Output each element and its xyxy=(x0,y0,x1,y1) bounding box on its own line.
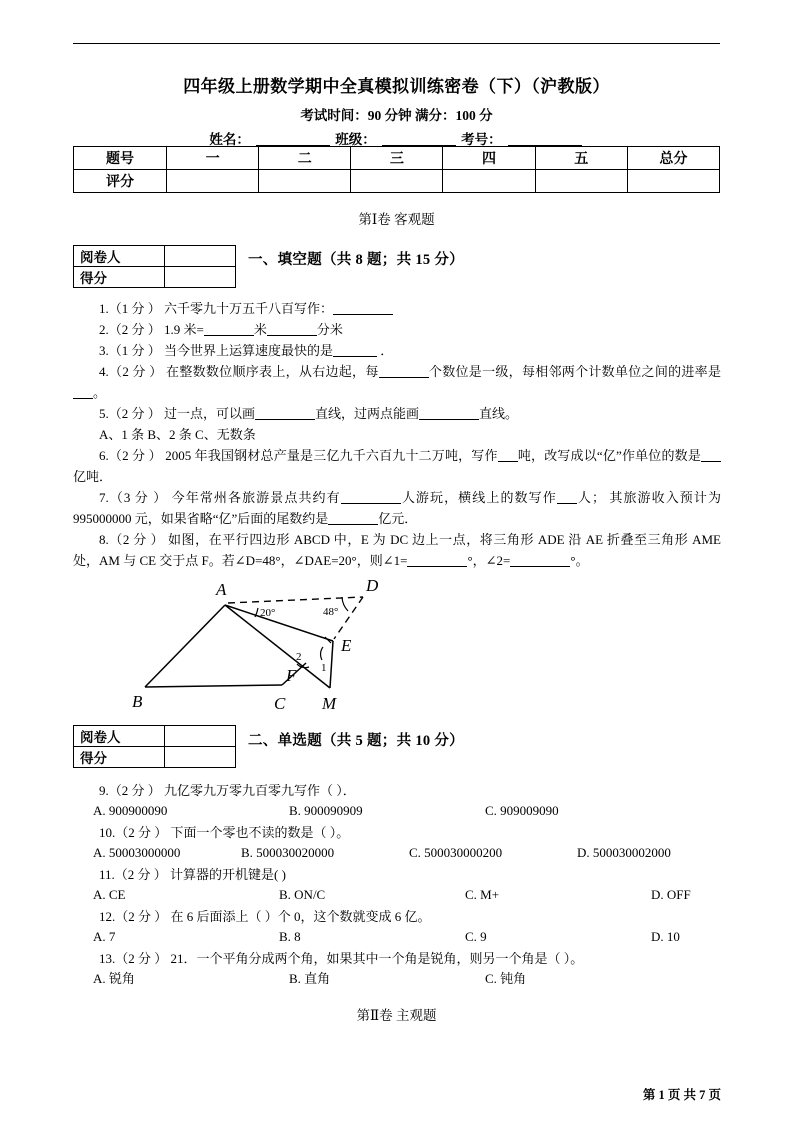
question-9 xyxy=(73,780,721,801)
page-footer: 第 1 页 共 7 页 xyxy=(642,1088,721,1102)
question-12-text: 在 6 后面添上（ ）个 0，这个数就变成 6 亿。 xyxy=(170,909,431,924)
question-13 xyxy=(73,948,721,969)
question-5-text-b: 直线，过两点能画 xyxy=(315,406,420,421)
question-8-answer-blank-1[interactable] xyxy=(407,554,467,567)
question-10-text: 下面一个零也不读的数是（ ）。 xyxy=(170,825,350,840)
question-7-text-c: 人； 其旅游收入预计为 995000000 元，如果省略“亿”后面的尾数约是 xyxy=(73,490,721,526)
question-9-text: 九亿零九万零九百零九写作（ ）． xyxy=(164,783,356,798)
question-3 xyxy=(73,340,721,361)
question-4-text-b: 个数位是一级，每相邻两个计数单位之间的进率是 xyxy=(428,364,721,379)
question-4-answer-blank-1[interactable] xyxy=(379,365,429,378)
question-4-points: （2 分 ） xyxy=(108,364,163,379)
score-cell-2[interactable] xyxy=(351,170,443,193)
question-7-answer-blank-1[interactable] xyxy=(341,491,401,504)
question-13-options xyxy=(93,969,741,989)
exam-no-field[interactable] xyxy=(508,132,582,146)
question-5-answer-blank-2[interactable] xyxy=(419,407,479,420)
question-3-answer-blank[interactable] xyxy=(333,344,377,357)
question-8-text-b: °，∠2= xyxy=(467,553,511,568)
name-field[interactable] xyxy=(256,132,330,146)
question-12-option-d[interactable]: D. 10 xyxy=(651,929,680,944)
question-13-points: （2 分 ） xyxy=(115,951,168,966)
score-table-row-label-1: 评分 xyxy=(74,170,167,193)
class-field[interactable] xyxy=(382,132,456,146)
question-5-answer-blank-1[interactable] xyxy=(255,407,315,420)
score-cell-5[interactable] xyxy=(627,170,719,193)
question-12-option-c[interactable]: C. 9 xyxy=(465,929,487,944)
question-11-points: （2 分 ） xyxy=(114,867,167,882)
question-2-answer-blank-1[interactable] xyxy=(204,323,254,336)
question-9-option-a[interactable]: A. 900900090 xyxy=(93,803,168,818)
question-4-text-c: 。 xyxy=(93,385,107,400)
question-9-option-b[interactable]: B. 900090909 xyxy=(289,803,363,818)
question-7-number: 7. xyxy=(99,490,109,505)
question-5-text-a: 过一点，可以画 xyxy=(164,406,256,421)
question-6 xyxy=(73,445,721,487)
figure-angle-1: 1 xyxy=(321,662,327,674)
question-4-answer-blank-2[interactable] xyxy=(73,386,93,399)
score-cell-4[interactable] xyxy=(535,170,627,193)
question-10 xyxy=(73,822,721,843)
figure-angle-2: 2 xyxy=(296,651,302,663)
question-2-text-b: 米 xyxy=(253,322,267,337)
question-1 xyxy=(73,298,721,319)
table-row xyxy=(74,267,236,288)
question-5-options xyxy=(73,424,721,445)
figure-angle-d: 48° xyxy=(323,606,339,618)
question-8-answer-blank-2[interactable] xyxy=(510,554,570,567)
question-7-text-a: 今年常州各旅游景点共约有 xyxy=(171,490,341,505)
question-2-text-a: 1.9 米= xyxy=(164,322,204,337)
question-13-option-a[interactable]: A. 锐角 xyxy=(93,971,135,986)
question-10-option-b[interactable]: B. 500030020000 xyxy=(241,845,335,860)
figure-label-A: A xyxy=(216,580,227,599)
question-11-option-c[interactable]: C. M+ xyxy=(465,887,500,902)
question-2-points: （2 分 ） xyxy=(108,322,161,337)
question-2-text-c: 分米 xyxy=(316,322,343,337)
question-2 xyxy=(73,319,721,340)
question-9-number: 9. xyxy=(99,783,109,798)
question-11-option-a[interactable]: A. CE xyxy=(93,887,126,902)
question-8-text-c: °。 xyxy=(570,553,589,568)
score-label: 得分 xyxy=(74,267,165,288)
exam-no-label: 考号： xyxy=(461,132,502,147)
question-4 xyxy=(73,361,721,403)
score-cell-1[interactable] xyxy=(259,170,351,193)
question-5-points: （2 分 ） xyxy=(108,406,161,421)
grader-box-section-one xyxy=(73,245,236,288)
question-3-text-a: 当今世界上运算速度最快的是 xyxy=(164,343,334,358)
score-table-row-label-0: 题号 xyxy=(74,147,167,170)
figure-label-F: F xyxy=(286,666,297,685)
question-1-text: 六千零九十万五千八百写作： xyxy=(164,301,334,316)
question-7-points: （3 分 ） xyxy=(108,490,168,505)
question-6-answer-blank-1[interactable] xyxy=(498,449,518,462)
figure-label-C: C xyxy=(274,694,286,713)
question-3-number: 3. xyxy=(99,343,109,358)
page-title: 四年级上册数学期中全真模拟训练密卷（下）（沪教版） xyxy=(183,77,610,96)
question-2-answer-blank-2[interactable] xyxy=(267,323,317,336)
question-11-text: 计算器的开机键是( ) xyxy=(170,867,286,882)
table-row xyxy=(74,170,720,193)
name-label: 姓名： xyxy=(209,132,250,147)
question-5-option-list[interactable]: A、1 条 B、2 条 C、无数条 xyxy=(99,427,256,442)
table-row xyxy=(74,747,236,768)
question-6-text-a: 2005 年我国钢材总产量是三亿九千六百九十二万吨，写作 xyxy=(165,448,498,463)
question-12-option-a[interactable]: A. 7 xyxy=(93,929,116,944)
question-9-option-c[interactable]: C. 909009090 xyxy=(485,803,559,818)
question-13-number: 13. xyxy=(99,951,116,966)
question-5 xyxy=(73,403,721,424)
question-12-option-b[interactable]: B. 8 xyxy=(279,929,301,944)
part-one-heading: 第Ⅰ卷 客观题 xyxy=(358,212,435,227)
parallelogram-folding-figure xyxy=(110,575,400,723)
question-1-number: 1. xyxy=(99,301,109,316)
score-value[interactable] xyxy=(165,267,236,288)
question-13-text: 21．一个平角分成两个角，如果其中一个角是锐角，则另一个角是（ ）。 xyxy=(170,951,584,966)
figure-label-E: E xyxy=(341,636,352,655)
question-7-answer-blank-3[interactable] xyxy=(328,512,378,525)
student-info-line xyxy=(0,128,793,148)
score-table-col-0: 一 xyxy=(167,147,259,170)
question-11 xyxy=(73,864,721,885)
score-table xyxy=(73,146,720,193)
part-two-heading: 第Ⅱ卷 主观题 xyxy=(356,1008,437,1023)
question-7 xyxy=(73,487,721,529)
section-title-multiple-choice: 二、单选题（共 5 题；共 10 分） xyxy=(248,733,464,749)
exam-subtitle: 考试时间：90 分钟 满分：100 分 xyxy=(300,108,493,123)
question-9-points: （2 分 ） xyxy=(108,783,161,798)
question-9-options xyxy=(93,801,741,821)
score-table-col-2: 三 xyxy=(351,147,443,170)
figure-label-B: B xyxy=(132,692,143,711)
question-6-answer-blank-2[interactable] xyxy=(701,449,721,462)
question-7-text-d: 亿元． xyxy=(378,511,418,526)
question-13-option-b[interactable]: B. 直角 xyxy=(289,971,331,986)
question-3-text-b: ． xyxy=(380,343,394,358)
grader-box-section-two xyxy=(73,725,236,768)
question-11-number: 11. xyxy=(99,867,115,882)
reviewer-value-2[interactable] xyxy=(165,726,236,747)
question-12-points: （2 分 ） xyxy=(115,909,168,924)
question-2-number: 2. xyxy=(99,322,109,337)
question-11-option-b[interactable]: B. ON/C xyxy=(279,887,326,902)
score-table-col-1: 二 xyxy=(259,147,351,170)
question-10-option-c[interactable]: C. 500030000200 xyxy=(409,845,503,860)
header-divider xyxy=(73,43,720,44)
question-1-answer-blank[interactable] xyxy=(333,302,393,315)
question-10-points: （2 分 ） xyxy=(115,825,168,840)
question-10-option-a[interactable]: A. 50003000000 xyxy=(93,845,181,860)
question-8-text-a: 如图，在平行四边形 ABCD 中，E 为 DC 边上一点，将三角形 ADE 沿 AE 折叠至三角形 AME 处，AM 与 CE 交于点 F。若∠D=48°，∠DAE=20°，则∠1= xyxy=(73,532,721,568)
question-8-points: （2 分 ） xyxy=(108,532,165,547)
question-12 xyxy=(73,906,721,927)
score-table-col-5: 总分 xyxy=(627,147,719,170)
section-title-fill-in: 一、填空题（共 8 题；共 15 分） xyxy=(248,252,464,268)
question-12-options xyxy=(93,927,741,947)
score-label-2: 得分 xyxy=(74,747,165,768)
score-cell-3[interactable] xyxy=(443,170,535,193)
question-4-text-a: 在整数数位顺序表上，从右边起，每 xyxy=(166,364,379,379)
question-13-option-c[interactable]: C. 钝角 xyxy=(485,971,527,986)
question-5-text-c: 直线。 xyxy=(479,406,519,421)
question-5-number: 5. xyxy=(99,406,109,421)
question-10-number: 10. xyxy=(99,825,116,840)
score-cell-0[interactable] xyxy=(167,170,259,193)
reviewer-label-2: 阅卷人 xyxy=(74,726,165,747)
question-12-number: 12. xyxy=(99,909,116,924)
question-6-number: 6. xyxy=(99,448,109,463)
question-4-number: 4. xyxy=(99,364,109,379)
figure-label-M: M xyxy=(322,694,337,713)
question-1-points: （1 分 ） xyxy=(108,301,161,316)
question-11-options xyxy=(93,885,741,905)
table-row xyxy=(74,246,236,267)
question-8-number: 8. xyxy=(99,532,109,547)
question-6-points: （2 分 ） xyxy=(108,448,162,463)
figure-label-D: D xyxy=(366,576,379,595)
table-row xyxy=(74,726,236,747)
question-11-option-d[interactable]: D. OFF xyxy=(651,887,691,902)
question-3-points: （1 分 ） xyxy=(108,343,161,358)
score-table-col-3: 四 xyxy=(443,147,535,170)
question-6-text-c: 亿吨． xyxy=(73,469,113,484)
reviewer-label: 阅卷人 xyxy=(74,246,165,267)
question-10-option-d[interactable]: D. 500030002000 xyxy=(577,845,671,860)
question-6-text-b: 吨，改写成以“亿”作单位的数是 xyxy=(517,448,701,463)
table-row xyxy=(74,147,720,170)
reviewer-value[interactable] xyxy=(165,246,236,267)
question-8 xyxy=(73,529,721,571)
question-7-text-b: 人游玩，横线上的数写作 xyxy=(400,490,557,505)
question-7-answer-blank-2[interactable] xyxy=(557,491,577,504)
figure-angle-dae: 20° xyxy=(260,607,276,619)
score-table-col-4: 五 xyxy=(535,147,627,170)
class-label: 班级： xyxy=(335,132,376,147)
question-10-options xyxy=(93,843,741,863)
score-value-2[interactable] xyxy=(165,747,236,768)
